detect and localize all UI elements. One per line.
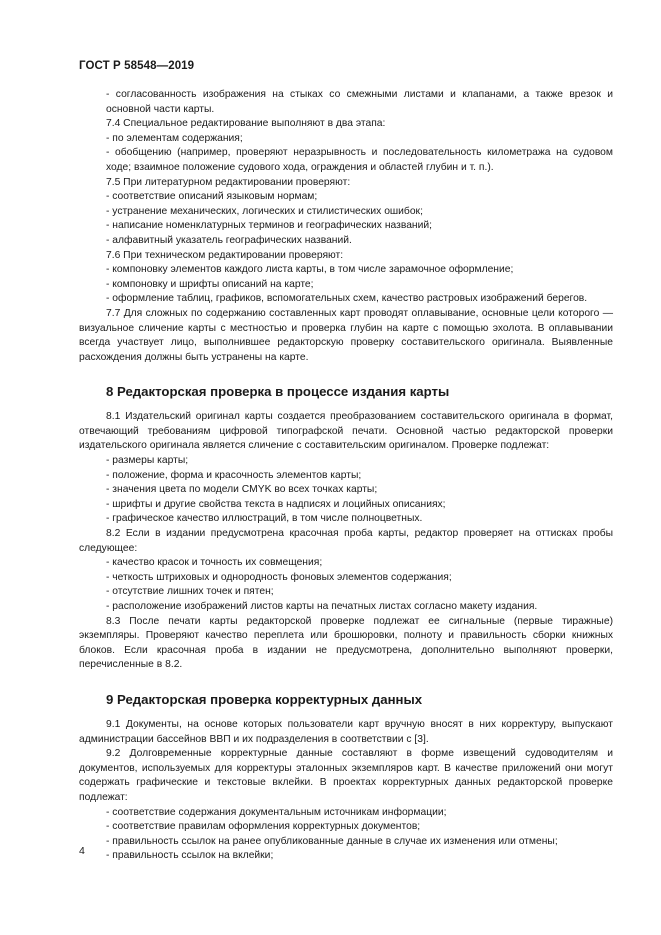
list-item: - соответствие описаний языковым нормам;: [106, 191, 318, 203]
list-item: - по элементам содержания;: [106, 132, 243, 144]
list-item: - четкость штриховых и однородность фоновых элементов содержания;: [106, 571, 452, 583]
list-item: - отсутствие лишних точек и пятен;: [106, 586, 274, 598]
list-item: - оформление таблиц, графиков, вспомогательных схем, качество растровых изображений берегов.: [106, 293, 588, 305]
list-item: - написание номенклатурных терминов и географических названий;: [106, 220, 432, 232]
paragraph: 9.2 Долговременные корректурные данные составляют в форме извещений судоводителям и документов, используемых для корректуры эталонных экземпляров карт. В качестве приложений они могут содержать графические и текстовые вклейки. В проектах корректурных данных редакторской проверке подлежат:: [79, 748, 613, 803]
list-item: - правильность ссылок на вклейки;: [106, 850, 274, 862]
list-item: - расположение изображений листов карты на печатных листах согласно макету издания.: [106, 601, 538, 612]
paragraph: 7.4 Специальное редактирование выполняют в два этапа:: [106, 118, 386, 130]
list-item: - шрифты и другие свойства текста в надписях и лоцийных описаниях;: [106, 498, 446, 510]
list-item: - размеры карты;: [106, 455, 189, 467]
section-heading: 9 Редакторская проверка корректурных данных: [106, 691, 423, 707]
section-heading: 8 Редакторская проверка в процессе издания карты: [106, 384, 450, 400]
document-body: [79, 88, 613, 864]
paragraph: 7.6 При техническом редактировании проверяют:: [106, 249, 344, 261]
list-item: - правильность ссылок на ранее опубликованные данные в случае их изменения или отмены;: [106, 835, 558, 847]
list-item: - качество красок и точность их совмещения;: [106, 557, 323, 569]
list-item: - обобщению (например, проверяют неразрывность и последовательность километража на судовом ходе; взаимное положение судового хода, ограждения и областей глубин и т. п.).: [106, 147, 613, 173]
paragraph: 7.5 При литературном редактировании проверяют:: [106, 176, 351, 188]
list-item: - компоновку элементов каждого листа карты, в том числе зарамочное оформление;: [106, 264, 514, 276]
list-item: - положение, форма и красочность элементов карты;: [106, 469, 362, 481]
list-item: - значения цвета по модели CMYK во всех точках карты;: [106, 484, 378, 496]
list-item: - алфавитный указатель географических названий.: [106, 234, 352, 246]
list-item: - соответствие содержания документальным источникам информации;: [106, 806, 447, 818]
list-item: - графическое качество иллюстраций, в том числе полноцветных.: [106, 513, 423, 525]
document-header: ГОСТ Р 58548—2019: [79, 60, 195, 72]
paragraph: 8.1 Издательский оригинал карты создается преобразованием составительского оригинала в формат, отвечающий требованиям цифровой типографской печати. Основной частью редакторской проверки издательского оригинала является сличение с составительским оригиналом. Проверке подлежат:: [79, 411, 613, 452]
list-item: - устранение механических, логических и стилистических ошибок;: [106, 205, 423, 217]
list-item: - согласованность изображения на стыках со смежными листами и клапанами, а также врезок и основной части карты.: [106, 89, 613, 115]
paragraph: 7.7 Для сложных по содержанию составленных карт проводят оплавывание, основные цели которого — визуальное сличение карты с местностью и проверка глубин на карте с помощью эхолота. В оплавывании всегда участвует лицо, выполнившее редакторскую проверку составительского оригинала. Выявленные расхождения должны быть устранены на карте.: [79, 307, 613, 363]
list-item: - компоновку и шрифты описаний на карте;: [106, 278, 314, 290]
paragraph: 9.1 Документы, на основе которых пользователи карт вручную вносят в них корректуру, выпускают администрации бассейнов ВВП и их подразделения в соответствии с [3].: [79, 718, 613, 745]
page-number: 4: [79, 845, 85, 857]
paragraph: 8.2 Если в издании предусмотрена красочная проба карты, редактор проверяет на оттисках пробы следующее:: [79, 528, 613, 554]
paragraph: 8.3 После печати карты редакторской проверке подлежат ее сигнальные (первые тиражные) экземпляры. Проверяют качество переплета или брошюровки, полноту и правильность сборки книжных блоков. Если красочная проба в издании не предусмотрена, дополнительно выполняют проверки, перечисленные в 8.2.: [79, 615, 613, 671]
list-item: - соответствие правилам оформления корректурных документов;: [106, 821, 421, 833]
